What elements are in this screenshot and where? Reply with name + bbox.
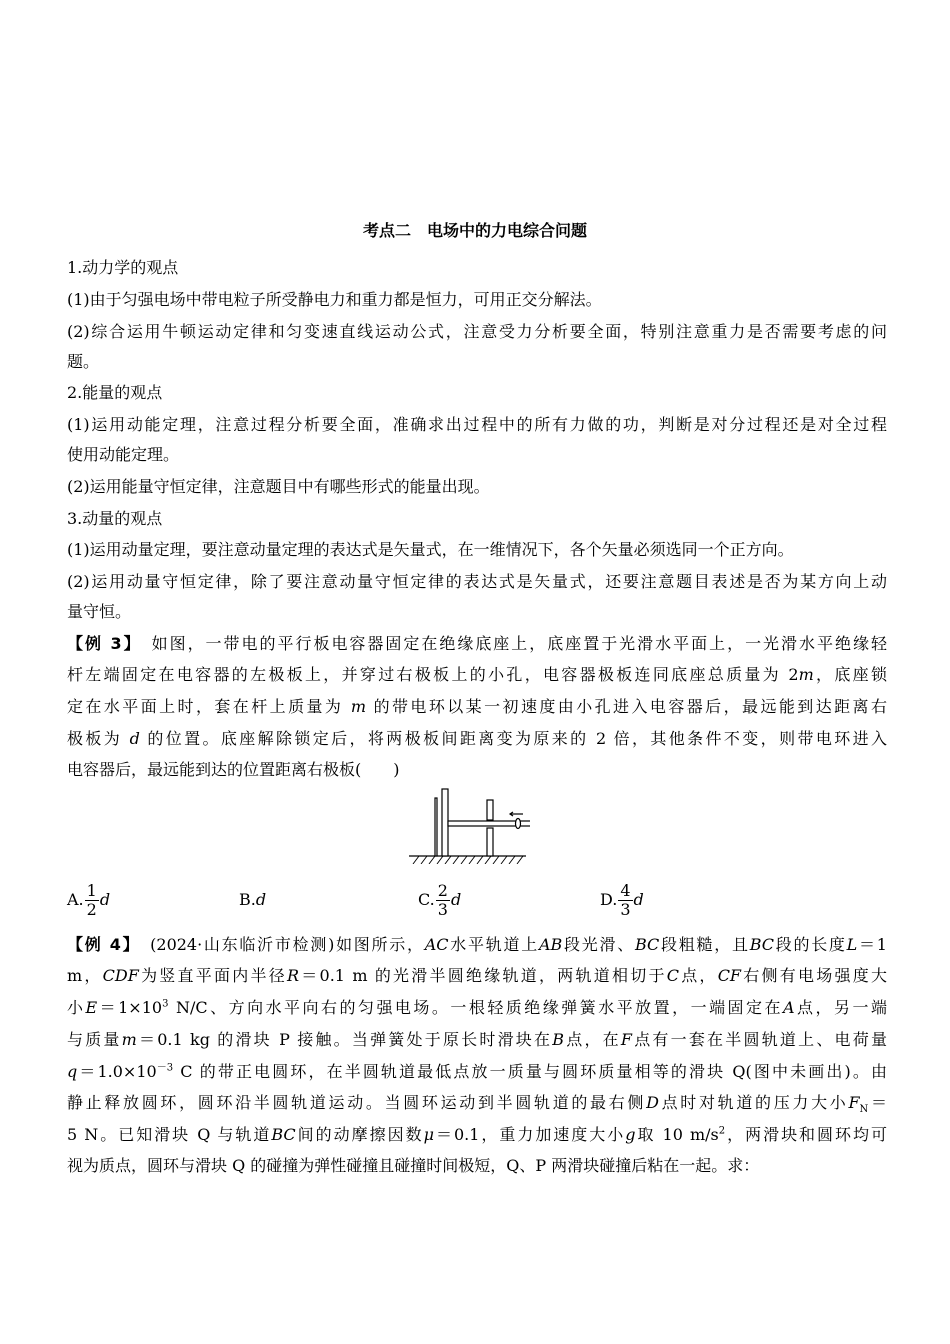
example-3-line: 定在水平面上时，套在杆上质量为 m 的带电环以某一初速度由小孔进入电容器后，最远能到达距离右 (67, 697, 887, 716)
fraction: $\frac{1}{2}$ (86, 880, 97, 919)
fraction: $\frac{4}{3}$ (620, 880, 631, 919)
example-3-line: 极板为 d 的位置。底座解除锁定后，将两极板间距离变为原来的 2 倍，其他条件不变，则带电环进入 (67, 729, 887, 748)
example-4-line: m，CDF为竖直平面内半径R＝0.1 m 的光滑半圆绝缘轨道，两轨道相切于C点，CF右侧有电场强度大 (67, 966, 887, 985)
text-line: 使用动能定理。 (67, 445, 180, 464)
example-4-line: $q=1.0\times 10^{-3}$ C 的带正电圆环，在半圆轨道最低点放一质量与圆环质量相等的滑块 Q(图中未画出)。由 (67, 1062, 887, 1081)
text-line: 量守恒。 (67, 602, 132, 621)
example-4-line: 视为质点，圆环与滑块 Q 的碰撞为弹性碰撞且碰撞时间极短，Q、P 两滑块碰撞后粘在一起。求： (67, 1156, 760, 1175)
example-3-line: 杆左端固定在电容器的左极板上，并穿过右极板上的小孔，电容器极板连同底座总质量为 2m，底座锁 (67, 665, 887, 684)
text-line: (1)运用动能定理，注意过程分析要全面，准确求出过程中的所有力做的功，判断是对分过程还是对全过程 (67, 415, 887, 434)
text-line: (2)运用动量守恒定律，除了要注意动量守恒定律的表达式是矢量式，还要注意题目表述是否为某方向上动 (67, 572, 887, 591)
option-a[interactable]: A. $\frac{1}{2}$ d (67, 880, 111, 919)
text-line: 题。 (67, 352, 100, 371)
fraction: $\frac{2}{3}$ (437, 880, 448, 919)
example-4-line: 【例 4】 (2024·山东临沂市检测)如图所示，AC水平轨道上AB段光滑、BC段粗糙，且BC段的长度L＝1 (67, 935, 887, 954)
text-line: (1)运用动量定理，要注意动量定理的表达式是矢量式，在一维情况下，各个矢量必须选同一个正方向。 (67, 540, 794, 559)
example-4-line: 小$E=1\times 10^3$ N/C、方向水平向右的匀强电场。一根轻质绝缘弹簧水平放置，一端固定在A点，另一端 (67, 998, 887, 1017)
example-4-line: 5 N。已知滑块 Q 与轨道BC间的动摩擦因数μ＝0.1，重力加速度大小g取 10 $m/s^2$，两滑块和圆环均可 (67, 1125, 887, 1144)
option-c[interactable]: C. $\frac{2}{3}$ d (418, 880, 462, 919)
example-4-line: 静止释放圆环，圆环沿半圆轨道运动。当圆环运动到半圆轨道的最右侧D点时对轨道的压力大小$F_N=$ (67, 1093, 887, 1116)
example-3-label: 【例 3】 (67, 634, 134, 653)
text-line: 2.能量的观点 (67, 383, 163, 402)
section-title: 考点二 电场中的力电综合问题 (362, 221, 587, 240)
example-4-line: 与质量m＝0.1 kg 的滑块 P 接触。当弹簧处于原长时滑块在B点，在F点有一套在半圆轨道上、电荷量 (67, 1030, 887, 1049)
example-4-label: 【例 4】 (67, 935, 133, 954)
text-line: (1)由于匀强电场中带电粒子所受静电力和重力都是恒力，可用正交分解法。 (67, 290, 602, 309)
capacitor-diagram (405, 788, 530, 864)
text-line: (2)运用能量守恒定律，注意题目中有哪些形式的能量出现。 (67, 477, 490, 496)
example-3-line: 电容器后，最远能到达的位置距离右极板( ) (67, 760, 400, 779)
text-line: 1.动力学的观点 (67, 258, 179, 277)
option-b[interactable]: B. d (239, 890, 267, 909)
text-line: 3.动量的观点 (67, 509, 163, 528)
option-d[interactable]: D. $\frac{4}{3}$ d (600, 880, 644, 919)
example-3-line: 【例 3】 如图，一带电的平行板电容器固定在绝缘底座上，底座置于光滑水平面上，一光滑水平绝缘轻 (67, 634, 887, 653)
text-line: (2)综合运用牛顿运动定律和匀变速直线运动公式，注意受力分析要全面，特别注意重力是否需要考虑的问 (67, 322, 887, 341)
